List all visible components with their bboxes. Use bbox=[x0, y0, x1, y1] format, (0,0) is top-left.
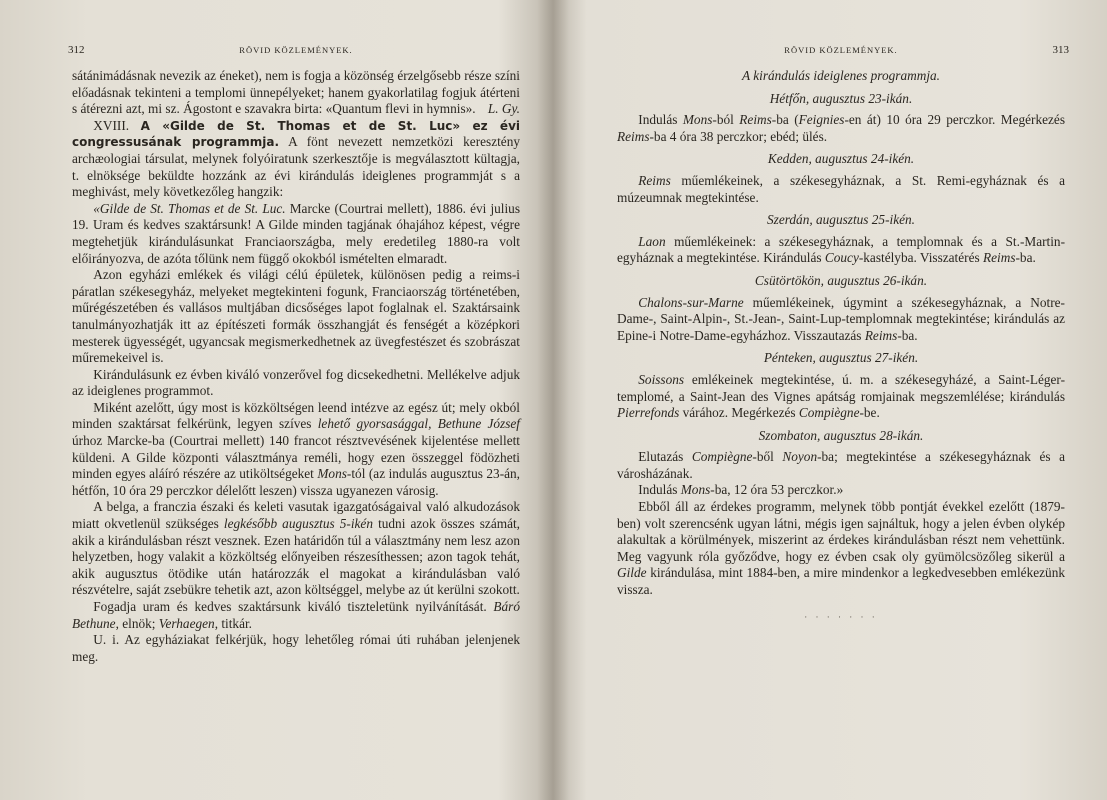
left-page-header bbox=[68, 42, 520, 60]
paragraph: Indulás Mons-ból Reims-ba (Feignies-en át) 10 óra 29 perczkor. Megérkezés Reims-ba 4 óra 38 perczkor; ebéd; ülés. bbox=[617, 112, 1066, 144]
author-signature: L. Gy. bbox=[487, 101, 520, 117]
day-heading: Szombaton, augusztus 28-ikán. bbox=[758, 427, 924, 443]
paragraph: sátánimádásnak nevezik az éneket), nem is fogja a közönség érzelgősebb része színi előadásnak tekinteni a templomi ünnepélyeket; hanem gyakorlatilag fogjuk átérteni s átérezni azt, mi sz. Ágostont e szavakra birta: «Quantum flevi in hymnis». L. Gy. bbox=[72, 68, 520, 117]
paragraph: Chalons-sur-Marne műemlékeinek, úgymint a székesegyháznak, a Notre-Dame-, Saint-Alpin-, St.-Jean-, Saint-Lup-templomnak megtekintése; kirándulás az Epine-i Notre-Dame-egyházhoz. Visszautazás Reims-ba. bbox=[617, 294, 1065, 343]
day-heading: Hétfőn, augusztus 23-ikán. bbox=[769, 90, 913, 106]
day-heading: Kedden, augusztus 24-ikén. bbox=[767, 151, 915, 167]
paragraph: U. i. Az egyháziakat felkérjük, hogy lehetőleg római úti ruhában jelenjenek meg. bbox=[72, 632, 520, 664]
paragraph: Ebből áll az érdekes programm, melynek több pontját évekkel ezelőtt (1879-ben) volt szerencsénk ugyan látni, mégis igen sajnáltuk, hogy a jelen évben olykép alakultak a körülmények, miszerint az érdekes kirándulásban részt nem vehettünk. Meg vagyunk róla győződve, hogy ez évben csak oly gyümölcsözőleg sikerül a Gilde kirándulása, mint 1884-ben, a mire mindenkor a legkedvesebben emlékezünk vissza. bbox=[617, 499, 1065, 598]
running-head-left: RÖVID KÖZLEMÉNYEK. bbox=[239, 45, 353, 55]
paragraph: Miként azelőtt, úgy most is közköltségen leend intézve az egész út; mely okból minden szaktársat felkérünk, legyen szíves lehető gyorsasággal, Bethune József úrhoz Marcke-ba (Courtrai mellett) 140 francot résztvevésének kijelentése mellett küldeni. A Gilde központi választmánya reméli, hogy ezen összeggel födözheti minden egyes aláíró részére az utiköltségeket Mons-tól (az indulás augusztus 23-án, hétfőn, 10 óra 29 perczkor délelőtt leszen) vissza ugyanezen városig. bbox=[72, 399, 520, 498]
right-page bbox=[617, 42, 1069, 625]
page-number-right: 313 bbox=[1052, 44, 1069, 56]
paragraph: Indulás Mons-ba, 12 óra 53 perczkor.» bbox=[638, 482, 844, 498]
section-heading: A «Gilde de St. Thomas et de St. Luc» ez évi congressusának programmja. bbox=[72, 118, 521, 150]
paragraph: XVIII. A «Gilde de St. Thomas et de St. Luc» ez évi congressusának programmja. A fönt nevezett nemzetközi keresztény archæologiai társulat, melynek folyóiratunk szerkesztője is megválasztott kültagja, t. elnöksége beküldte hozzánk az évi kirándulás ideiglenes programmját s a meghivást, mely következőleg hangzik: bbox=[72, 117, 521, 200]
paragraph: Reims műemlékeinek, a székesegyháznak, a St. Remi-egyháznak és a múzeumnak megtekintése. bbox=[617, 172, 1065, 205]
paragraph: Azon egyházi emlékek és világi célú épületek, különösen pedig a reims-i páratlan székesegyház, melyeket megtekinteni fogunk, Franciaország történetében, műrégészetében és vallásos multjában dicsőséges lapot foglalnak el. Szaktársaink tanulmányozhatják itt az építészeti formák összhangját és fenségét a középkori mesterek ügyességét, ugyancsak megismerkedhetnek az üvegfestészet és szobrászat műremekeivel is. bbox=[72, 267, 520, 366]
left-page bbox=[68, 42, 521, 665]
paragraph: «Gilde de St. Thomas et de St. Luc. Marcke (Courtrai mellett), 1886. évi julius 19. Uram és kedves szaktársunk! A Gilde minden tagjának óhajához képest, végre megtehetjük kirándulásunkat Franciaországba, mely eredetileg 1880-ra volt előirányozva, de azóta tőlünk nem függő okokból ismételten elmaradt. bbox=[72, 200, 520, 266]
section-separator: · · · · · · · bbox=[804, 611, 878, 622]
page-number-left: 312 bbox=[68, 44, 85, 56]
right-page-header bbox=[617, 42, 1069, 60]
day-heading: Csütörtökön, augusztus 26-ikán. bbox=[754, 272, 928, 288]
day-heading: Pénteken, augusztus 27-ikén. bbox=[763, 350, 919, 366]
book-gutter bbox=[537, 0, 569, 800]
paragraph: Soissons emlékeinek megtekintése, ú. m. a székesegyházé, a Saint-Léger-templomé, a Saint-Jean des Vignes apátság romjainak megszemlélése; kirándulás Pierrefonds várához. Megérkezés Compiègne-be. bbox=[617, 371, 1065, 421]
paragraph: Elutazás Compiègne-ből Noyon-ba; megtekintése a székesegyháznak és a városházának. bbox=[617, 449, 1065, 481]
paragraph: Kirándulásunk ez évben kiváló vonzerővel fog dicsekedhetni. Mellékelve adjuk az ideiglenes programmot. bbox=[72, 366, 520, 399]
running-head-right: RÖVID KÖZLEMÉNYEK. bbox=[784, 45, 898, 55]
paragraph: Fogadja uram és kedves szaktársunk kiváló tiszteletünk nyilvánítását. Báró Bethune, elnök; Verhaegen, titkár. bbox=[72, 599, 520, 631]
paragraph: Laon műemlékeinek: a székesegyháznak, a templomnak és a St.-Martin-egyháznak a megtekintése. Kirándulás Coucy-kastélyba. Visszatérés Reims-ba. bbox=[617, 233, 1065, 266]
day-heading: Szerdán, augusztus 25-ikén. bbox=[767, 212, 915, 228]
paragraph: A belga, a franczia északi és keleti vasutak igazgatóságaival való alkudozások miatt okvetlenül szükséges legkésőbb augusztus 5-ikén tudni azok összes számát, akik a kirándulásban részt vesznek. Ezen határidőn túl a választmány nem lesz azon helyzetben, hogy valakit a közköltség előnyeiben részesíthessen; azon tagok tehát, akik augusztus ötödike után határozzák el magokat a kirándulásban való részvételre, saját zsebükre tehetik azt, azon költséggel, melybe az út kerülni szokott. bbox=[72, 499, 521, 598]
program-title: A kirándulás ideiglenes programmja. bbox=[742, 68, 940, 83]
